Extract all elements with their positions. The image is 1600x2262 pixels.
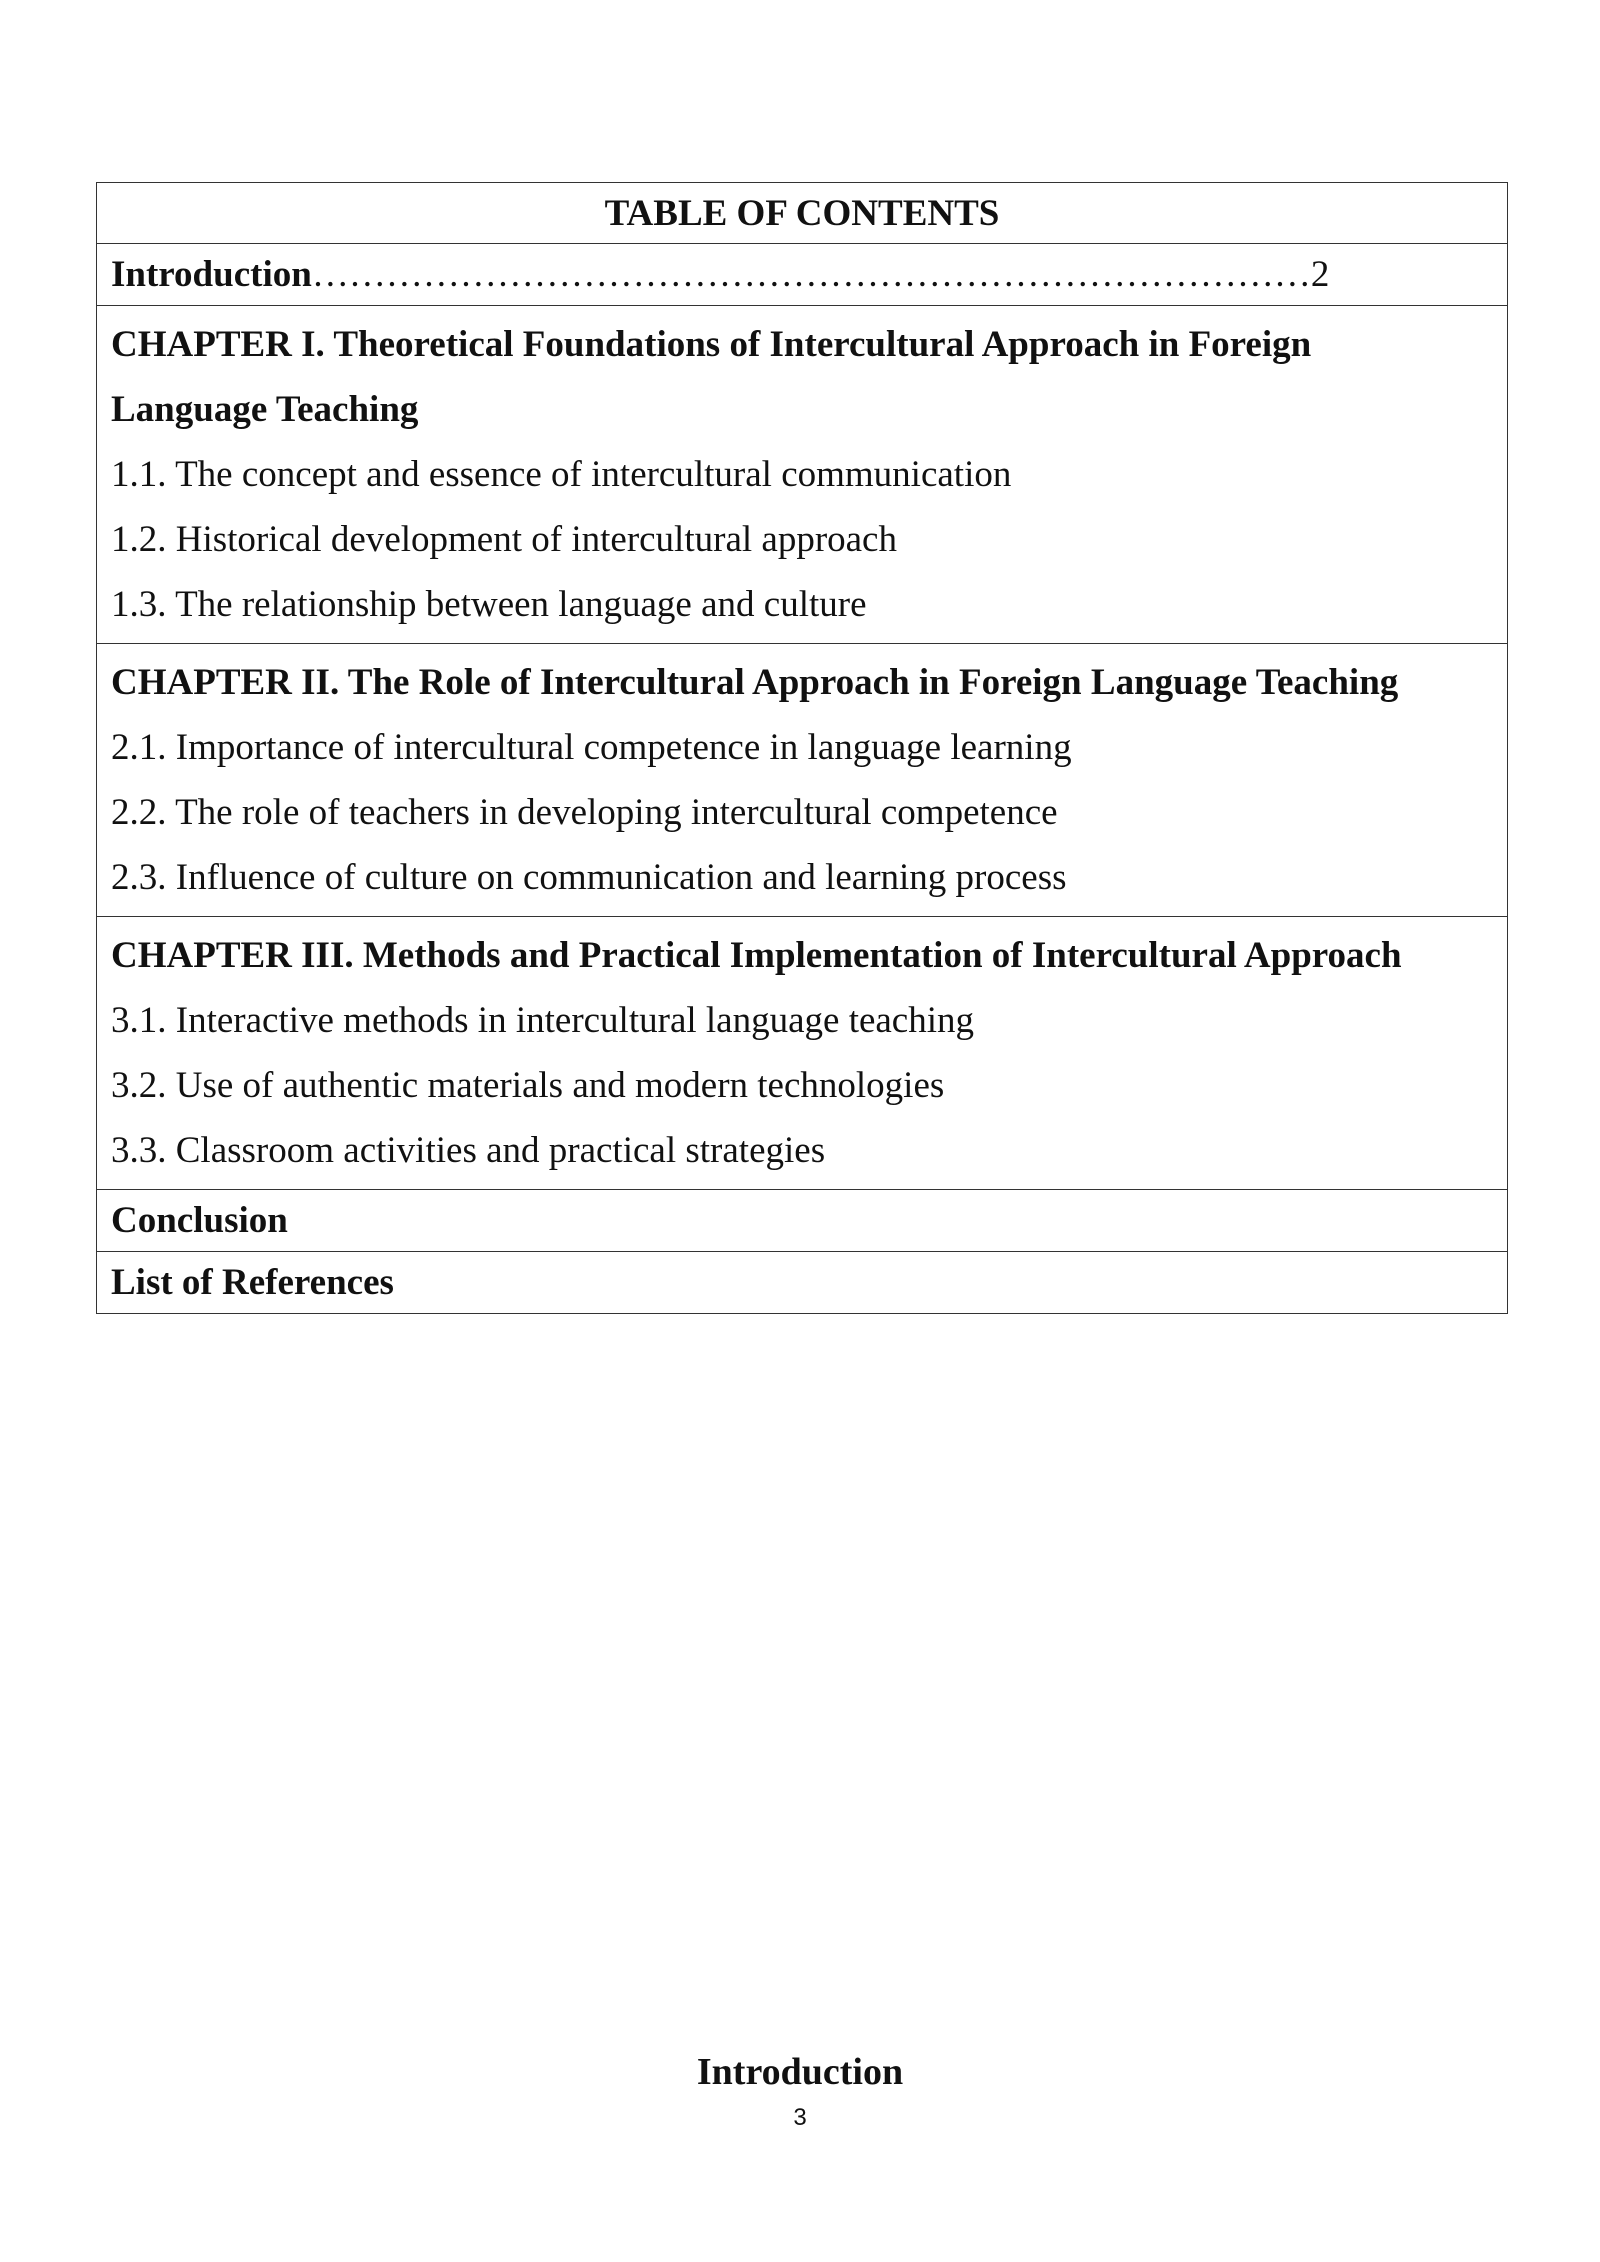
chapter-heading[interactable]: CHAPTER II. The Role of Intercultural Approach in Foreign Language Teaching bbox=[111, 662, 1399, 703]
toc-entry-introduction[interactable] bbox=[97, 243, 1507, 305]
toc-subsection[interactable]: 2.3. Influence of culture on communication and learning process bbox=[111, 857, 1067, 898]
toc-subsection[interactable]: 1.3. The relationship between language and culture bbox=[111, 584, 867, 625]
toc-leader-dots: ……………………………………………………………………… bbox=[311, 254, 1311, 295]
toc-page-number: 2 bbox=[1310, 254, 1330, 295]
table-of-contents bbox=[96, 182, 1508, 1314]
toc-subsection[interactable]: 1.2. Historical development of intercultural approach bbox=[111, 519, 897, 560]
chapter-heading-continued[interactable]: Language Teaching bbox=[111, 389, 419, 430]
toc-subsection[interactable]: 3.3. Classroom activities and practical strategies bbox=[111, 1130, 826, 1171]
section-heading-introduction: Introduction bbox=[696, 2051, 904, 2093]
toc-chapter-3 bbox=[97, 916, 1507, 1189]
toc-subsection[interactable]: 3.2. Use of authentic materials and modern technologies bbox=[111, 1065, 945, 1106]
toc-subsection[interactable]: 2.1. Importance of intercultural competence in language learning bbox=[111, 727, 1072, 768]
toc-entry-label: Introduction bbox=[111, 254, 312, 295]
toc-chapter-2 bbox=[97, 643, 1507, 916]
toc-entry-conclusion[interactable]: Conclusion bbox=[97, 1189, 1507, 1251]
toc-chapter-1 bbox=[97, 305, 1507, 643]
toc-title: TABLE OF CONTENTS bbox=[604, 192, 1000, 234]
toc-entry-references[interactable]: List of References bbox=[97, 1251, 1507, 1313]
toc-subsection[interactable]: 2.2. The role of teachers in developing intercultural competence bbox=[111, 792, 1058, 833]
toc-subsection[interactable]: 1.1. The concept and essence of intercultural communication bbox=[111, 454, 1012, 495]
toc-subsection[interactable]: 3.1. Interactive methods in intercultural language teaching bbox=[111, 1000, 975, 1041]
chapter-heading[interactable]: CHAPTER III. Methods and Practical Implementation of Intercultural Approach bbox=[111, 935, 1402, 976]
chapter-heading[interactable]: CHAPTER I. Theoretical Foundations of Intercultural Approach in Foreign bbox=[111, 324, 1312, 365]
page-number: 3 bbox=[793, 2104, 807, 2131]
